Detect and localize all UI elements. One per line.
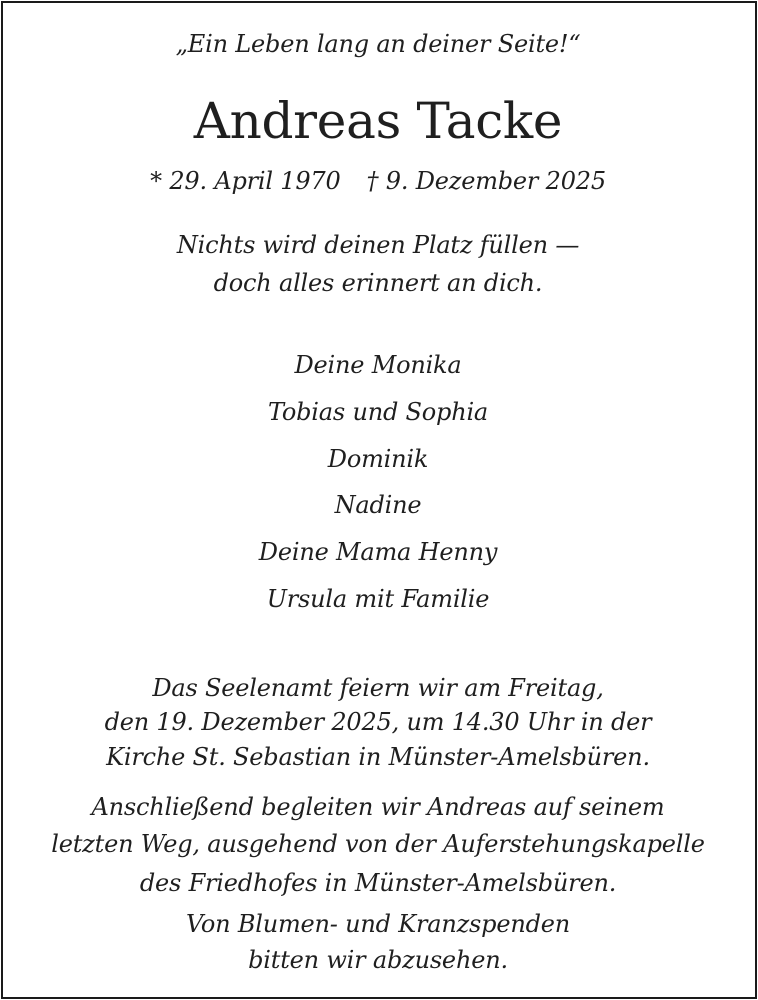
mourner-name: Ursula mit Familie [266,585,490,613]
motto: „Ein Leben lang an deiner Seite!“ [175,30,581,58]
mourner-name: Tobias und Sophia [267,398,489,426]
deceased-name: Andreas Tacke [193,92,563,150]
life-dates [0,166,756,196]
birth-date: * 29. April 1970 [150,167,341,195]
service-line: Das Seelenamt feiern wir am Freitag, [152,674,604,702]
death-date: † 9. Dezember 2025 [366,167,606,195]
burial-line: letzten Weg, ausgehend von der Auferstehungskapelle [51,830,705,858]
mourner-name: Deine Mama Henny [258,538,498,566]
mourner-name: Nadine [334,491,422,519]
quote-line: doch alles erinnert an dich. [213,269,543,297]
flowers-line: bitten wir abzusehen. [248,946,508,974]
burial-line: des Friedhofes in Münster-Amelsbüren. [139,869,617,897]
service-line: den 19. Dezember 2025, um 14.30 Uhr in der [104,708,652,736]
mourner-name: Deine Monika [294,351,462,379]
service-line: Kirche St. Sebastian in Münster-Amelsbüren. [106,743,650,771]
flowers-line: Von Blumen- und Kranzspenden [185,910,571,938]
quote-line: Nichts wird deinen Platz füllen — [176,231,580,259]
mourner-name: Dominik [327,445,429,473]
burial-line: Anschließend begleiten wir Andreas auf seinem [91,793,665,821]
